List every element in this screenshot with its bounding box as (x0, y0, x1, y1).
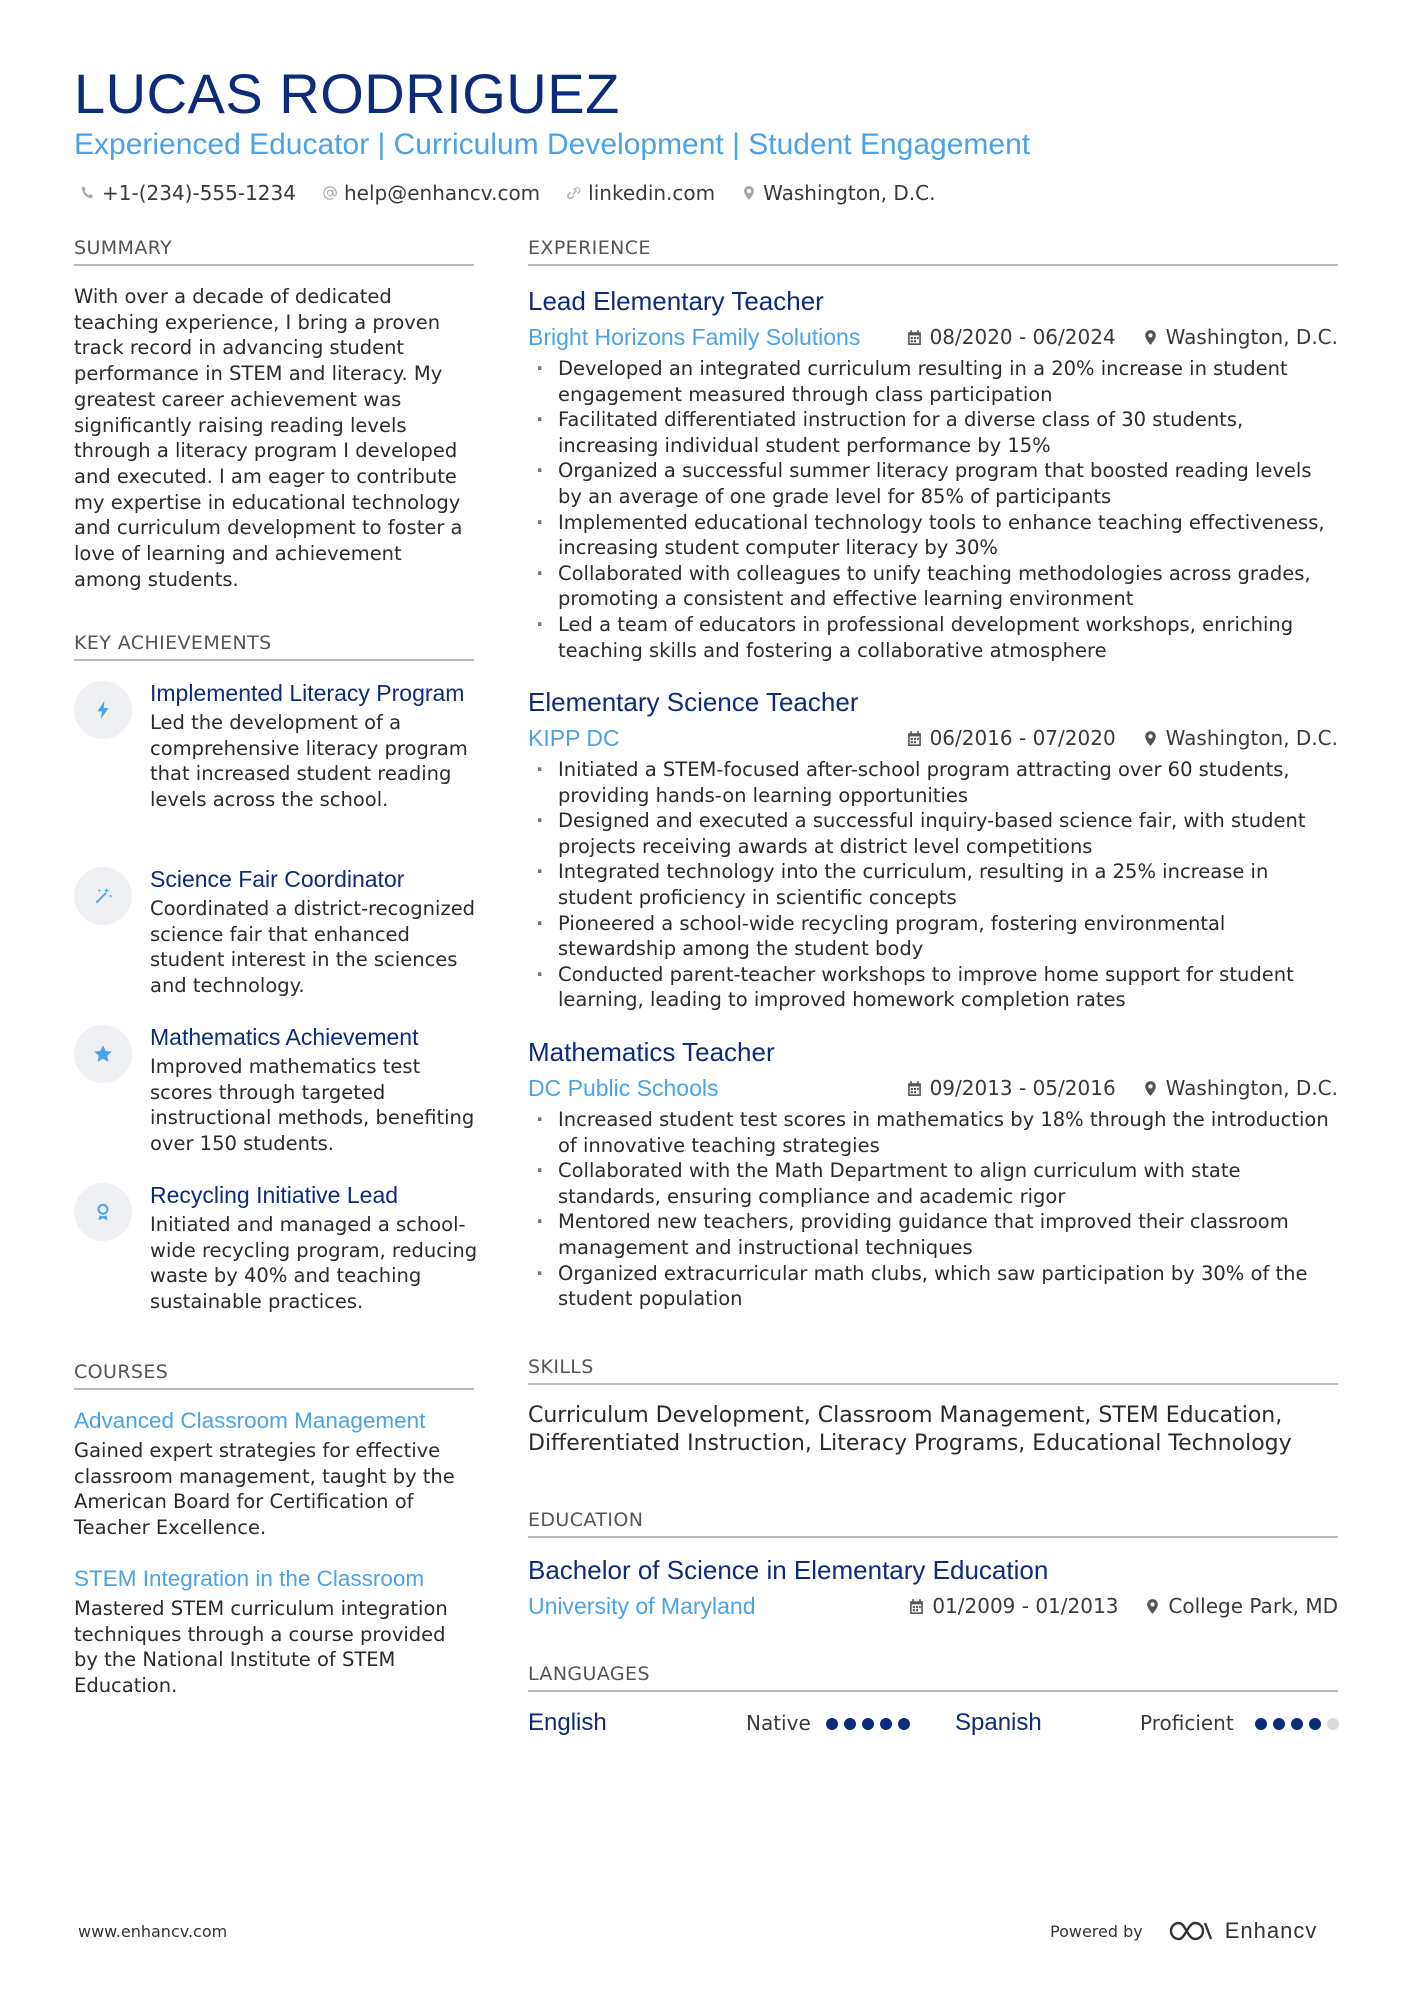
calendar-icon (908, 1598, 925, 1615)
achievement-title: Mathematics Achievement (150, 1024, 419, 1050)
contact-phone[interactable] (80, 181, 296, 205)
job-location: Washington, D.C. (1165, 325, 1338, 349)
calendar-icon (906, 1080, 923, 1097)
job-dates: 06/2016 - 07/2020 (929, 726, 1116, 750)
experience-item (528, 1035, 1338, 1312)
course-desc: Mastered STEM curriculum integration techniques through a course provided by the National Institute of STEM Education. (74, 1597, 448, 1697)
achievement-title: Science Fair Coordinator (150, 866, 405, 892)
link-icon (566, 185, 582, 201)
education-dates: 01/2009 - 01/2013 (932, 1594, 1119, 1618)
at-icon (322, 185, 338, 201)
footer-branding (1050, 1914, 1317, 1948)
achievement-desc: Improved mathematics test scores through targeted instructional methods, benefiting over 150 students. (150, 1055, 475, 1155)
languages-heading: LANGUAGES (528, 1662, 1338, 1692)
job-bullets (528, 356, 1338, 663)
language-name: Spanish (955, 1709, 1042, 1736)
achievement-desc: Initiated and managed a school-wide recycling program, reducing waste by 40% and teaching sustainable practices. (150, 1213, 478, 1313)
language-rating (826, 1718, 916, 1730)
course-title: Advanced Classroom Management (74, 1408, 426, 1433)
enhancv-logo-icon (1167, 1917, 1215, 1945)
language-name: English (528, 1709, 607, 1736)
candidate-name: LUCAS RODRIGUEZ (74, 62, 620, 125)
star-icon (92, 1043, 114, 1065)
rating-dot-filled (1309, 1718, 1321, 1730)
experience-heading: EXPERIENCE (528, 236, 1338, 266)
company-name: Bright Horizons Family Solutions (528, 324, 861, 350)
language-item (955, 1706, 1340, 1740)
bullet-item: · Increased student test scores in mathematics by 18% through the introduction of innovative teaching strategies (528, 1107, 1338, 1158)
education-item (528, 1553, 1338, 1623)
skills-heading: SKILLS (528, 1355, 1338, 1385)
bullet-item: · Integrated technology into the curriculum, resulting in a 25% increase in student proficiency in scientific concepts (528, 859, 1338, 910)
magic-wand-icon (92, 885, 114, 907)
company-name: DC Public Schools (528, 1075, 719, 1101)
rating-dot-filled (1273, 1718, 1285, 1730)
bullet-item: · Facilitated differentiated instruction for a diverse class of 30 students, increasing individual student performance by 15% (528, 407, 1338, 458)
bullet-item: · Pioneered a school-wide recycling program, fostering environmental stewardship among the student body (528, 911, 1338, 962)
location-icon (1142, 1080, 1159, 1097)
bullet-item: · Developed an integrated curriculum resulting in a 20% increase in student engagement measured through class participation (528, 356, 1338, 407)
rating-dot-filled (862, 1718, 874, 1730)
courses-heading: COURSES (74, 1360, 474, 1390)
rating-dot-filled (1255, 1718, 1267, 1730)
skills-text: Curriculum Development, Classroom Management, STEM Education, Differentiated Instruction, Literacy Programs, Educational Technology (528, 1403, 1292, 1456)
course-desc: Gained expert strategies for effective classroom management, taught by the American Board for Certification of Teacher Excellence. (74, 1439, 455, 1539)
contact-location (741, 181, 935, 205)
powered-by-label: Powered by (1050, 1921, 1143, 1941)
job-title: Elementary Science Teacher (528, 687, 859, 717)
bullet-item: · Organized extracurricular math clubs, which saw participation by 30% of the student population (528, 1261, 1338, 1312)
bullet-item: · Organized a successful summer literacy program that boosted reading levels by an average of one grade level for 85% of participants (528, 458, 1338, 509)
location-icon (1142, 730, 1159, 747)
location-icon (1142, 329, 1159, 346)
job-dates: 09/2013 - 05/2016 (929, 1076, 1116, 1100)
contact-linkedin-text: linkedin.com (588, 181, 716, 205)
language-level: Proficient (1140, 1711, 1234, 1735)
job-dates: 08/2020 - 06/2024 (929, 325, 1116, 349)
bullet-item: · Conducted parent-teacher workshops to improve home support for student learning, leading to improved homework completion rates (528, 962, 1338, 1013)
medal-icon (92, 1201, 114, 1223)
location-icon (1144, 1598, 1161, 1615)
rating-dot-filled (880, 1718, 892, 1730)
bolt-icon (92, 699, 114, 721)
school-name: University of Maryland (528, 1593, 756, 1619)
rating-dot-filled (898, 1718, 910, 1730)
bullet-item: · Collaborated with colleagues to unify teaching methodologies across grades, promoting a consistent and effective learning environment (528, 561, 1338, 612)
rating-dot-filled (826, 1718, 838, 1730)
job-location: Washington, D.C. (1165, 726, 1338, 750)
footer-website[interactable]: www.enhancv.com (78, 1922, 228, 1941)
summary-text: With over a decade of dedicated teaching experience, I bring a proven track record in advancing student performance in STEM and literacy. My greatest career achievement was significantly raising reading levels through a literacy program I developed and executed. I am eager to contribute my expertise in educational technology and curriculum development to foster a love of learning and achievement among students. (74, 285, 463, 591)
job-bullets (528, 757, 1338, 1013)
bullet-item: · Designed and executed a successful inquiry-based science fair, with student projects receiving awards at district level competitions (528, 808, 1338, 859)
education-location: College Park, MD (1168, 1594, 1338, 1618)
calendar-icon (906, 730, 923, 747)
job-location: Washington, D.C. (1165, 1076, 1338, 1100)
summary-heading: SUMMARY (74, 236, 474, 266)
language-item (528, 1706, 913, 1740)
bullet-item: · Collaborated with the Math Department to align curriculum with state standards, ensuring compliance and academic rigor (528, 1158, 1338, 1209)
education-heading: EDUCATION (528, 1508, 1338, 1538)
rating-dot-filled (1291, 1718, 1303, 1730)
location-icon (741, 185, 757, 201)
contact-location-text: Washington, D.C. (763, 181, 936, 205)
experience-item (528, 284, 1338, 663)
course-item (74, 1564, 474, 1698)
course-title: STEM Integration in the Classroom (74, 1566, 425, 1591)
company-name: KIPP DC (528, 725, 620, 751)
achievements-heading: KEY ACHIEVEMENTS (74, 631, 474, 661)
language-rating (1255, 1718, 1345, 1730)
job-bullets (528, 1107, 1338, 1312)
achievement-title: Implemented Literacy Program (150, 680, 465, 706)
bullet-item: · Implemented educational technology tools to enhance teaching effectiveness, increasing student computer literacy by 30% (528, 510, 1338, 561)
experience-item (528, 685, 1338, 1013)
contact-email[interactable] (322, 181, 540, 205)
contact-linkedin[interactable] (566, 181, 715, 205)
bullet-item: · Mentored new teachers, providing guidance that improved their classroom management and instructional techniques (528, 1209, 1338, 1260)
job-title: Lead Elementary Teacher (528, 286, 824, 316)
bullet-item: · Initiated a STEM-focused after-school program attracting over 60 students, providing hands-on learning opportunities (528, 757, 1338, 808)
degree-title: Bachelor of Science in Elementary Education (528, 1555, 1049, 1585)
candidate-tagline: Experienced Educator | Curriculum Development | Student Engagement (74, 128, 1031, 161)
contact-phone-text: +1-(234)-555-1234 (102, 181, 296, 205)
brand-name: Enhancv (1224, 1918, 1318, 1943)
course-item (74, 1406, 474, 1540)
achievement-desc: Led the development of a comprehensive literacy program that increased student reading levels across the school. (150, 711, 468, 811)
rating-dot-empty (1327, 1718, 1339, 1730)
contact-bar (80, 178, 961, 208)
achievement-title: Recycling Initiative Lead (150, 1182, 399, 1208)
phone-icon (80, 185, 96, 201)
job-title: Mathematics Teacher (528, 1037, 775, 1067)
calendar-icon (906, 329, 923, 346)
achievement-desc: Coordinated a district-recognized science fair that enhanced student interest in the sciences and technology. (150, 897, 476, 997)
language-level: Native (746, 1711, 811, 1735)
contact-email-text: help@enhancv.com (343, 181, 541, 205)
rating-dot-filled (844, 1718, 856, 1730)
bullet-item: · Led a team of educators in professional development workshops, enriching teaching skills and fostering a collaborative atmosphere (528, 612, 1338, 663)
